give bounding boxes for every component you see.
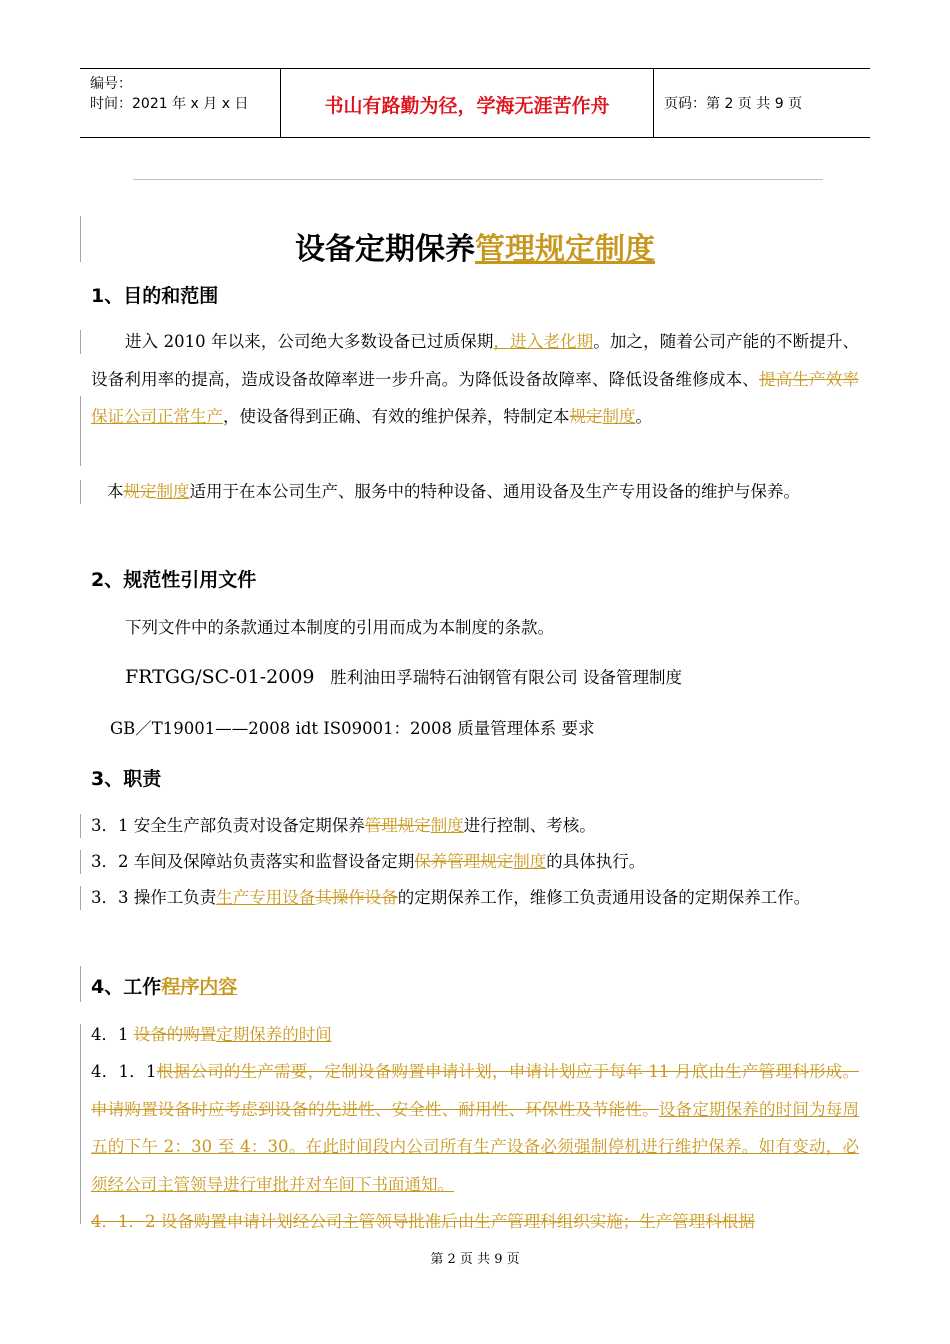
inserted-text: 制度 — [602, 407, 636, 426]
revision-bar — [80, 330, 81, 354]
header-table — [80, 68, 870, 138]
header-meta-cell — [80, 69, 280, 137]
doc-number-label: 编号： — [90, 76, 132, 92]
header-page-cell — [654, 69, 870, 137]
reference-2: GB／T19001——2008 idt IS09001：2008 质量管理体系 要求 — [110, 719, 595, 738]
text-run: 进入 2010 年以来，公司绝大多数设备已过质保期 — [125, 332, 494, 351]
duty-item-3-2 — [91, 843, 859, 881]
inserted-text: ，进入老化期 — [493, 332, 594, 351]
deleted-text: 管理规定 — [364, 816, 431, 835]
text-run: 3．1 安全生产部负责对设备定期保养 — [91, 816, 365, 835]
deleted-text: 4．1．2 设备购置申请计划经公司主管领导批准后由生产管理科组织实施；生产管理科根据 — [91, 1212, 755, 1231]
text-run: 适用于在本公司生产、服务中的特种设备、通用设备及生产专用设备的维护与保养。 — [189, 482, 800, 501]
item-4-1 — [91, 1016, 859, 1054]
deleted-text: 保养管理规定 — [414, 852, 514, 871]
document-title — [80, 224, 870, 268]
inserted-text: 制度 — [513, 852, 547, 871]
text-run: 4、工作 — [91, 976, 162, 998]
inserted-text: 制度 — [430, 816, 464, 835]
revision-bar — [80, 966, 81, 1002]
section-2-heading: 2、规范性引用文件 — [91, 569, 257, 591]
doc-time-label: 时间：2021 年 x 月 x 日 — [90, 96, 249, 112]
inserted-text: 保证公司正常生产 — [91, 407, 223, 426]
reference-1 — [125, 664, 682, 688]
title-main: 设备定期保养 — [295, 232, 475, 267]
duty-item-3-1 — [91, 807, 859, 845]
deleted-text: 程序 — [161, 976, 200, 998]
reference-1-code: FRTGG/SC-01-2009 — [125, 666, 315, 688]
section-2-intro: 下列文件中的条款通过本制度的引用而成为本制度的条款。 — [125, 618, 554, 637]
reference-1-text: 胜利油田孚瑞特石油钢管有限公司 设备管理制度 — [330, 668, 683, 687]
text-run: 4．1．1 — [91, 1062, 157, 1081]
text-run: 4．1 — [91, 1025, 134, 1044]
text-run: 的具体执行。 — [546, 852, 646, 871]
deleted-text: 规定 — [123, 482, 157, 501]
page-footer: 第 2 页 共 9 页 — [430, 1252, 520, 1267]
section-3-heading: 3、职责 — [91, 768, 162, 790]
text-run: 本 — [107, 482, 124, 501]
section-4-heading — [91, 972, 237, 999]
revision-bar — [80, 396, 81, 466]
revision-bar — [80, 480, 81, 504]
deleted-text: 根据公司的生产需要，定制设备购置申请计划，申请计划应于每年 11 月底由生产管理科形成。申请购置设备时应考虑到设备的先进性、安全性、耐用性、环保性及节能性。 — [91, 1062, 859, 1119]
deleted-text: 其操作设备 — [315, 888, 398, 907]
deleted-text: 设备的购置 — [133, 1025, 217, 1044]
item-4-1-2 — [91, 1203, 859, 1241]
deleted-text: 规定 — [569, 407, 603, 426]
inserted-text: 定期保养的时间 — [216, 1025, 332, 1044]
revision-bar — [80, 850, 81, 874]
revision-bar — [80, 886, 81, 910]
title-inserted: 管理规定制度 — [475, 232, 655, 267]
page-info: 页码：第 2 页 共 9 页 — [664, 96, 803, 112]
header-separator — [133, 179, 823, 180]
text-run: 进行控制、考核。 — [463, 816, 596, 835]
deleted-text: 提高生产效率 — [759, 369, 860, 389]
inserted-text: 生产专用设备 — [216, 888, 316, 907]
text-run: 。加之，随着公司产能的不断提升、设备利用率的提高，造成设备故障率进一步升高。为降低设备故障率、降低设备维修成本、 — [91, 332, 860, 389]
header-motto-cell — [280, 69, 654, 137]
section-1-paragraph-2 — [91, 473, 859, 511]
text-run: ，使设备得到正确、有效的维护保养，特制定本 — [223, 407, 570, 426]
inserted-text: 内容 — [199, 976, 238, 998]
item-4-1-1 — [91, 1053, 859, 1203]
revision-bar — [80, 814, 81, 838]
text-run: 。 — [635, 407, 652, 426]
section-1-heading: 1、目的和范围 — [91, 285, 219, 307]
motto-text: 书山有路勤为径，学海无涯苦作舟 — [324, 95, 610, 117]
duty-item-3-3 — [91, 879, 859, 917]
text-run: 的定期保养工作，维修工负责通用设备的定期保养工作。 — [397, 888, 811, 907]
inserted-text: 设备定期保养的时间为每周五的下午 2：30 至 4：30。在此时间段内公司所有生产设备必须强制停机进行维护保养。如有变动，必须经公司主管领导进行审批并对车间下书面通知。 — [91, 1099, 860, 1194]
text-run: 3．2 车间及保障站负责落实和监督设备定期 — [91, 852, 415, 871]
section-1-paragraph-1 — [91, 323, 859, 436]
text-run: 3．3 操作工负责 — [91, 888, 217, 907]
inserted-text: 制度 — [156, 482, 190, 501]
revision-bar — [80, 1024, 81, 1224]
